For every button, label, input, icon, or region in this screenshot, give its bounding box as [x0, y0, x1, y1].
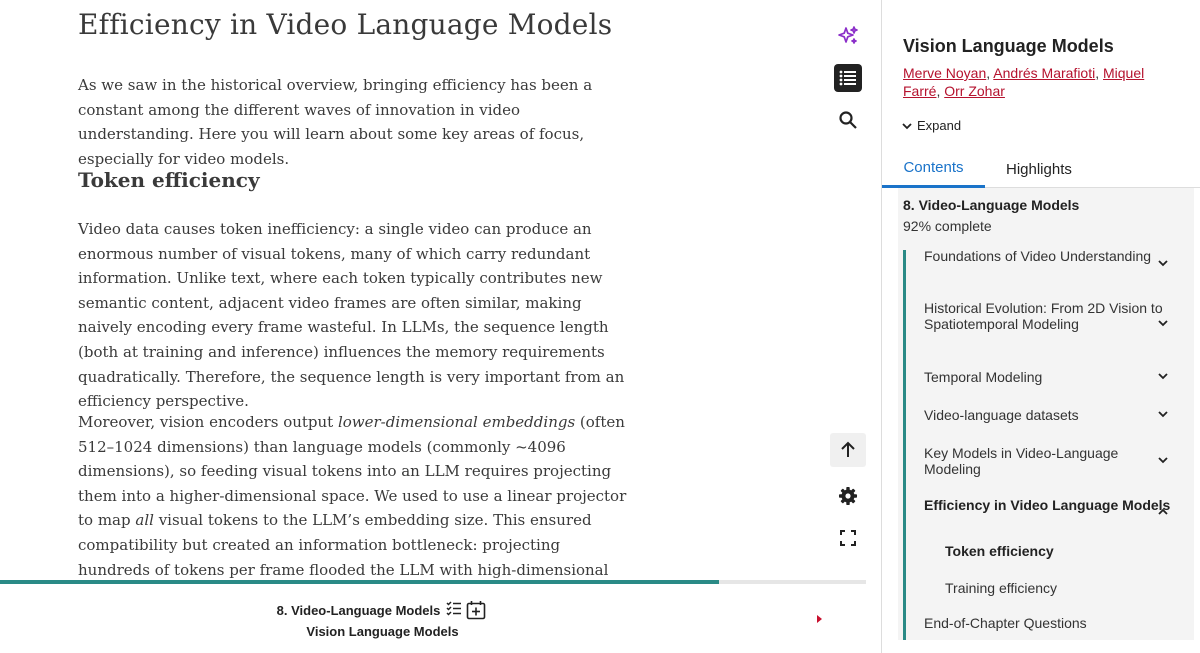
article-title: Efficiency in Video Language Models [78, 8, 613, 41]
contents-list-icon[interactable] [834, 64, 862, 92]
tab-contents[interactable]: Contents [882, 150, 985, 188]
sidebar [881, 0, 1200, 653]
toc-item-historical-evolution[interactable]: Historical Evolution: From 2D Vision to Spatiotemporal Modeling [924, 300, 1163, 332]
toc-subitem-token-efficiency[interactable]: Token efficiency [945, 543, 1054, 559]
tab-highlights[interactable]: Highlights [1006, 160, 1072, 178]
expand-button[interactable] [901, 118, 961, 133]
toc-item-foundations[interactable]: Foundations of Video Understanding [924, 248, 1152, 264]
chevron-down-icon[interactable] [1156, 256, 1170, 270]
footer-book-title: Vision Language Models [306, 624, 459, 639]
paragraph-vision-encoders: Moreover, vision encoders output lower-dimensional embeddings (often 512–1024 dimensions) than language models (commonly ~4096 dimensions), so feeding visual tokens into an LLM requires projecting them into a higher-dimensional space. We used to use a linear projector to map all visual tokens to the LLM’s embedding size. This ensured compatibility but created an information bottleneck: projecting hundreds of tokens per frame flooded the LLM with high-dimensional [78, 413, 627, 579]
toc-accent-bar [903, 250, 906, 640]
footer-chapter-title: 8. Video-Language Models [276, 603, 441, 618]
authors: Merve Noyan, Andrés Marafioti, Miquel Farré, Orr Zohar [903, 65, 1145, 99]
author-link[interactable]: Miquel Farré [903, 65, 1145, 99]
author-link[interactable]: Orr Zohar [944, 83, 1005, 99]
gear-icon[interactable] [834, 482, 862, 510]
reader-footer [0, 584, 866, 653]
toc-chapter-title[interactable]: 8. Video-Language Models [903, 197, 1080, 213]
checklist-icon[interactable] [446, 600, 462, 625]
calendar-add-icon[interactable] [466, 600, 486, 625]
toc-item-key-models[interactable]: Key Models in Video-Language Modeling [924, 445, 1119, 477]
toc-item-end-of-chapter[interactable]: End-of-Chapter Questions [924, 615, 1087, 631]
section-heading: Token efficiency [78, 168, 260, 192]
chevron-down-icon[interactable] [1156, 453, 1170, 467]
paragraph-token-inefficiency: Video data causes token inefficiency: a single video can produce an enormous number of visual tokens, many of which carry redundant information. Unlike text, where each token typically contributes new semantic content, adjacent video frames are often similar, making naively encoding every frame wasteful. In LLMs, the sequence length (both at training and inference) influences the memory requirements quadratically. Therefore, the sequence length is very important from an efficiency perspective. [78, 220, 625, 411]
book-title: Vision Language Models [903, 36, 1114, 56]
sidebar-tabs [882, 150, 1200, 188]
arrow-up-icon[interactable] [830, 433, 866, 467]
search-icon[interactable] [834, 106, 862, 134]
footer-icons [446, 600, 486, 625]
author-link[interactable]: Merve Noyan [903, 65, 987, 81]
chevron-down-icon[interactable] [1156, 316, 1170, 330]
chevron-down-icon[interactable] [1156, 369, 1170, 383]
next-page-arrow-icon[interactable] [814, 612, 826, 626]
chapter-completion: 92% complete [903, 218, 992, 234]
chevron-down-icon[interactable] [1156, 407, 1170, 421]
toc-subitem-training-efficiency[interactable]: Training efficiency [945, 580, 1058, 596]
chevron-down-icon [901, 120, 913, 132]
intro-paragraph: As we saw in the historical overview, bringing efficiency has been a constant among the different waves of innovation in video understanding. Here you will learn about some key areas of focus, especially for video models. [78, 76, 593, 168]
author-link[interactable]: Andrés Marafioti [993, 65, 1096, 81]
toc-item-efficiency[interactable]: Efficiency in Video Language Models [924, 497, 1171, 513]
expand-label: Expand [917, 118, 962, 133]
fullscreen-icon[interactable] [834, 524, 862, 552]
sparkle-icon[interactable] [834, 22, 862, 50]
table-of-contents [898, 188, 1194, 640]
chevron-up-icon[interactable] [1156, 505, 1170, 519]
toc-item-datasets[interactable]: Video-language datasets [924, 407, 1079, 423]
toc-item-temporal-modeling[interactable]: Temporal Modeling [924, 369, 1043, 385]
